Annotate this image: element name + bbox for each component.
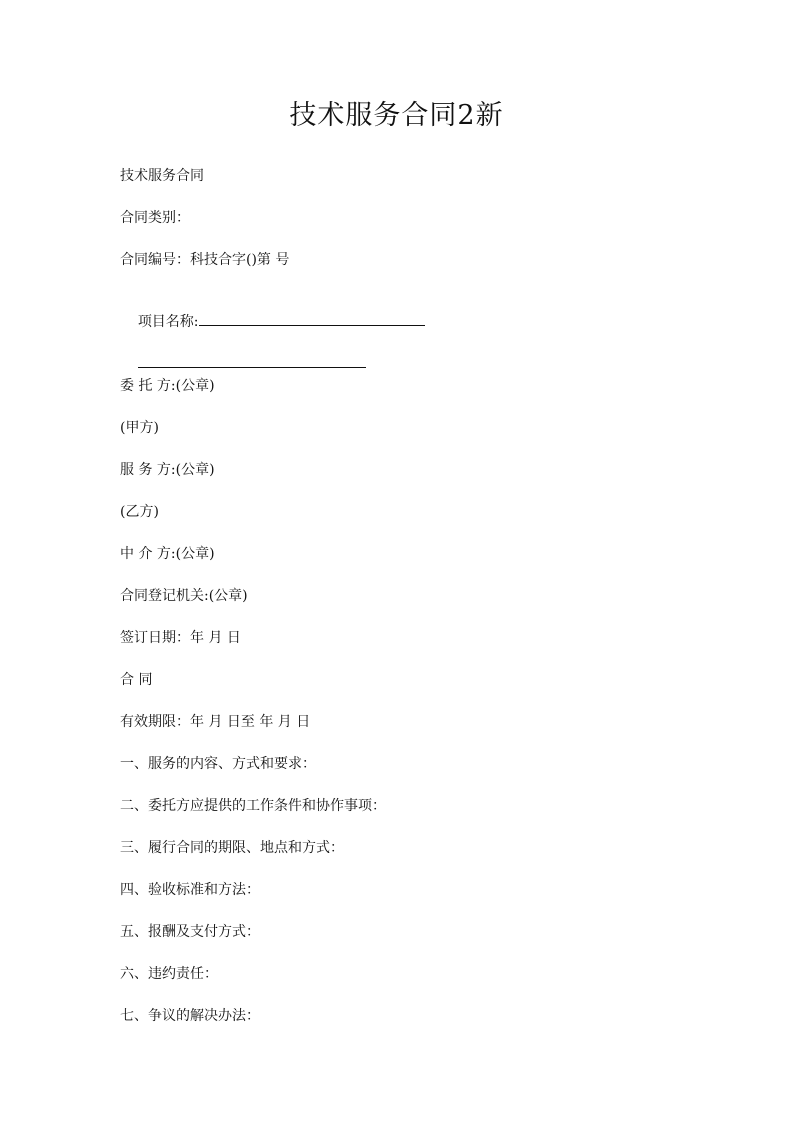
- clause-2: 二、委托方应提供的工作条件和协作事项：: [120, 798, 386, 814]
- intermediary-party-line: 中 介 方:(公章): [120, 546, 215, 562]
- clause-3: 三、履行合同的期限、地点和方式：: [120, 840, 344, 856]
- validity-period-line: 有效期限：年 月 日至 年 月 日: [120, 714, 311, 730]
- client-party-line: 委 托 方:(公章): [120, 378, 215, 394]
- party-b-label: (乙方): [120, 504, 159, 520]
- clause-4: 四、验收标准和方法：: [120, 882, 260, 898]
- party-a-label: (甲方): [120, 420, 159, 436]
- contract-heading: 技术服务合同: [120, 168, 204, 184]
- project-name-label: 项目名称:: [137, 314, 199, 330]
- service-party-line: 服 务 方:(公章): [120, 462, 215, 478]
- registration-authority-line: 合同登记机关:(公章): [120, 588, 248, 604]
- clause-7: 七、争议的解决办法：: [120, 1008, 260, 1024]
- contract-number-line: 合同编号：科技合字()第 号: [120, 252, 290, 268]
- clause-5: 五、报酬及支付方式：: [120, 924, 260, 940]
- contract-category-line: 合同类别：: [120, 210, 190, 226]
- contract-label: 合 同: [120, 672, 153, 688]
- clause-6: 六、违约责任：: [120, 966, 218, 982]
- clause-1: 一、服务的内容、方式和要求：: [120, 756, 316, 772]
- project-name-blank-rule: [199, 313, 425, 326]
- project-name-continuation-rule: [138, 355, 366, 368]
- signing-date-line: 签订日期：年 月 日: [120, 630, 241, 646]
- document-title: 技术服务合同2新: [289, 100, 504, 131]
